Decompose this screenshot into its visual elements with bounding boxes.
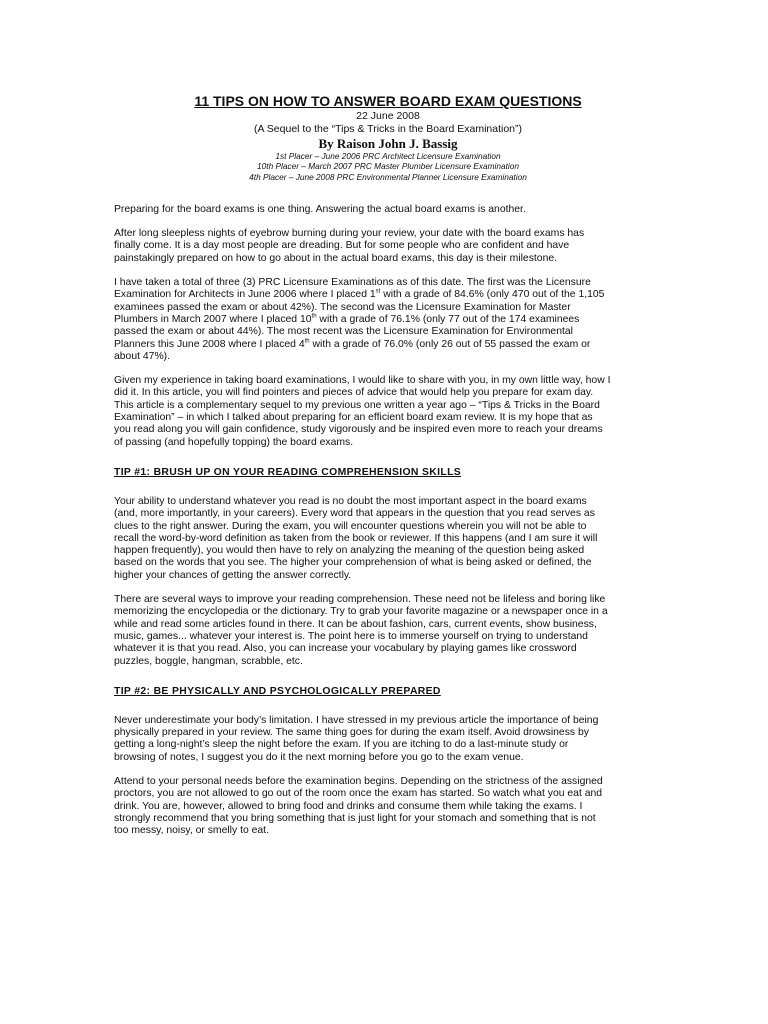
paragraph-personal-needs [114,776,662,837]
text-line: examinees passed the exam or about 42%). The second was the Licensure Examination for Master [114,301,571,313]
document-header [114,93,662,182]
text-line: strongly recommend that you bring something that is just light for your stomach and something that is not [114,812,596,824]
credit-line: 4th Placer – June 2008 PRC Environmental Planner Licensure Examination [249,171,527,182]
document-page [114,93,662,837]
text-line: did it. In this article, you will find pointers and pieces of advice that would help you prepare for exam day. [114,387,594,399]
text-line: happen frequently), you would then have to rely on analyzing the meaning of the question being asked [114,545,585,557]
author-credits [114,151,662,182]
document-subtitle: (A Sequel to the “Tips & Tricks in the Board Examination”) [253,123,523,135]
document-date: 22 June 2008 [356,110,420,122]
text-line: music, games... whatever your interest is. The point here is to immerse yourself on trying to understand [114,630,588,642]
text-span: Planners this June 2008 where I placed 4 [114,338,305,350]
text-line: physically prepared in your review. The same thing goes for during the exam itself. Avoid drowsiness by [114,727,589,739]
text-line: After long sleepless nights of eyebrow burning during your review, your date with the board exams has [114,228,585,240]
ordinal-suffix: th [304,338,310,345]
ordinal-suffix: th [311,313,317,320]
text-span: with a grade of 84.6% (only 470 out of the 1,105 [380,289,605,301]
text-line: Never underestimate your body’s limitation. I have stressed in my previous article the importance of being [114,714,599,726]
text-line: (and, more importantly, in your careers). Every word that appears in the question that you read serves as [114,508,595,520]
text-line: Your ability to understand whatever you read is no doubt the most important aspect in the board exams [114,495,587,507]
text-line: This article is a complementary sequel to my previous one written a year ago – “Tips & Tricks in the Board [114,399,600,411]
paragraph-body-limitation [114,715,662,764]
text-line: whatever it is that you read. Also, you can increase your vocabulary by playing games like crossword [114,643,577,655]
text-line: There are several ways to improve your reading comprehension. These need not be lifeless and boring like [114,594,606,606]
text-line [114,289,662,301]
text-line: I have taken a total of three (3) PRC Licensure Examinations as of this date. The first was the Licensure [114,277,591,289]
text-line: higher your chances of getting the answer correctly. [114,569,352,581]
text-line: drink. You are, however, allowed to bring food and drinks and consume them while taking the exams. I [114,800,583,812]
text-line: recall the word-by-word definition as taken from the book or reviewer. If this happens (and I am sure it will [114,532,598,544]
text-span: Examination for Architects in June 2006 where I placed 1 [114,289,376,301]
text-span: with a grade of 76.0% (only 26 out of 55 passed the exam or [309,338,591,350]
ordinal-suffix: st [375,288,381,295]
document-title: 11 TIPS ON HOW TO ANSWER BOARD EXAM QUESTIONS [194,93,582,109]
text-line: of passing (and hopefully topping) the board exams. [114,436,354,448]
text-line [114,339,662,351]
text-line: Given my experience in taking board examinations, I would like to share with you, in my own little way, how I [114,375,611,387]
credit-line: 10th Placer – March 2007 PRC Master Plumber Licensure Examination [257,161,519,172]
tip-1-heading: TIP #1: BRUSH UP ON YOUR READING COMPREHENSION SKILLS [114,466,462,478]
text-line: while and read some articles found in there. It can be about fashion, cars, current events, show business, [114,618,597,630]
text-line: getting a long-night’s sleep the night before the exam. If you are itching to do a last-minute study or [114,739,569,751]
text-line: puzzles, boggle, hangman, scrabble, etc. [114,655,303,667]
text-line: browsing of notes, I suggest you do it the next morning before you go to the exam venue. [114,751,524,763]
paragraph-reading-comprehension [114,496,662,582]
text-line: Preparing for the board exams is one thing. Answering the actual board exams is another. [114,203,526,215]
text-line: too messy, noisy, or smelly to eat. [114,825,269,837]
text-line: memorizing the encyclopedia or the dictionary. Try to grab your favorite magazine or a newspaper once in a [114,606,608,618]
text-span: with a grade of 76.1% (only 77 out of the 174 examinees [316,313,580,325]
paragraph-exam-history [114,277,662,363]
text-line: based on the words that you see. The higher your comprehension of what is being asked or defined, the [114,557,592,569]
text-line: clues to the right answer. During the exam, you will encounter questions wherein you will not be able to [114,520,587,532]
text-line: you read along you will gain confidence, study vigorously and be inspired even more to reach your dreams [114,424,603,436]
paragraph-article-purpose [114,375,662,449]
document-author: By Raison John J. Bassig [318,136,458,151]
text-line: passed the exam or about 44%). The most recent was the Licensure Examination for Environmental [114,326,573,338]
text-line [114,314,662,326]
text-line: about 47%). [114,350,171,362]
tip-2-heading: TIP #2: BE PHYSICALLY AND PSYCHOLOGICALLY PREPARED [114,685,441,697]
paragraph-improve-comprehension [114,594,662,668]
credit-line: 1st Placer – June 2006 PRC Architect Licensure Examination [275,151,501,161]
text-line: Examination” – in which I talked about preparing for an efficient board exam review. It is my hope that as [114,412,593,424]
paragraph-intro [114,204,662,216]
text-span: Plumbers in March 2007 where I placed 10 [114,313,312,325]
text-line: Attend to your personal needs before the examination begins. Depending on the strictness of the assigned [114,775,603,787]
text-line: finally come. It is a day most people are dreading. But for some people who are confident and have [114,240,570,252]
text-line: painstakingly prepared on how to go about in the actual board exams, this day is their milestone. [114,252,558,264]
paragraph-review-end [114,228,662,265]
text-line: proctors, you are not allowed to go out of the room once the exam has started. So watch what you eat and [114,788,603,800]
